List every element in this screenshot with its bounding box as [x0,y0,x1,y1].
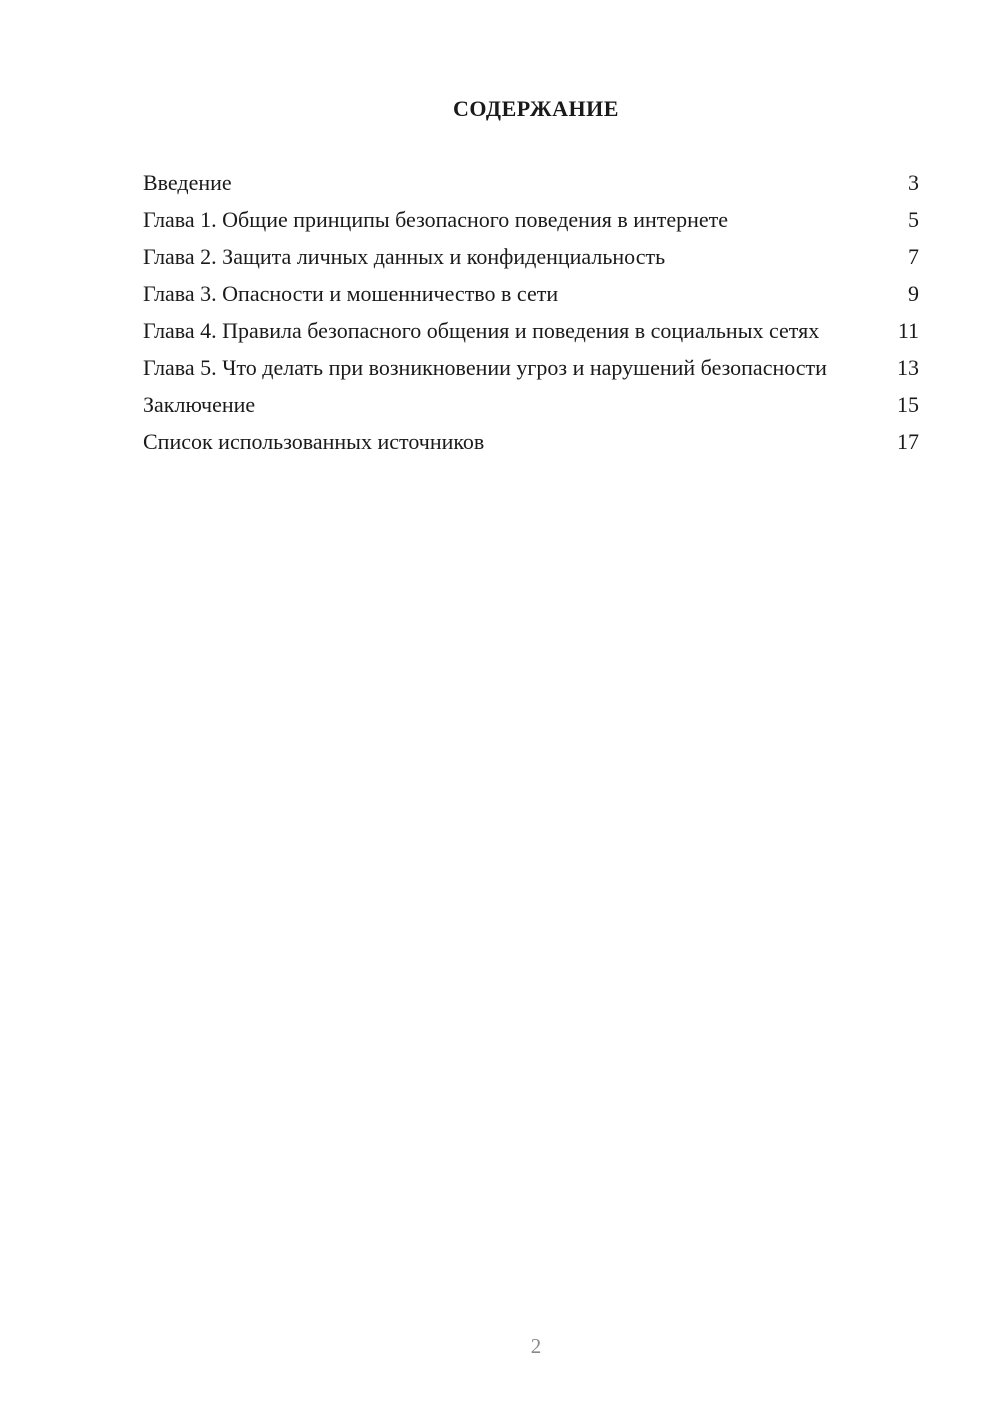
toc-entry-references [143,429,919,455]
toc-entry-page: 5 [908,207,919,232]
toc-entry-title: Глава 5. Что делать при возникновении угроз и нарушений безопасности [143,355,827,380]
toc-entry-introduction [143,170,919,196]
toc-entry-page: 3 [908,170,919,195]
toc-entry-conclusion [143,392,919,418]
toc-entry-title: Глава 1. Общие принципы безопасного поведения в интернете [143,207,729,232]
page-number: 2 [530,1334,542,1358]
toc-entry-page: 7 [908,244,919,269]
toc-entry-chapter-4 [143,318,919,344]
toc-entry-title: Заключение [143,392,256,417]
toc-entry-title: Введение [143,170,232,195]
toc-entry-title: Глава 4. Правила безопасного общения и поведения в социальных сетях [143,318,820,343]
toc-entry-title: Глава 2. Защита личных данных и конфиденциальность [143,244,666,269]
toc-entry-title: Глава 3. Опасности и мошенничество в сети [143,281,559,306]
toc-entry-chapter-2 [143,244,919,270]
toc-entry-page: 13 [897,355,919,380]
toc-entry-page: 15 [897,392,919,417]
toc-entry-chapter-1 [143,207,919,233]
toc-heading: СОДЕРЖАНИЕ [453,96,619,121]
table-of-contents [143,170,919,466]
toc-entry-page: 9 [908,281,919,306]
toc-entry-page: 17 [897,429,919,454]
toc-entry-title: Список использованных источников [143,429,485,454]
toc-entry-chapter-5 [143,355,919,381]
toc-entry-page: 11 [897,318,919,343]
toc-entry-chapter-3 [143,281,919,307]
